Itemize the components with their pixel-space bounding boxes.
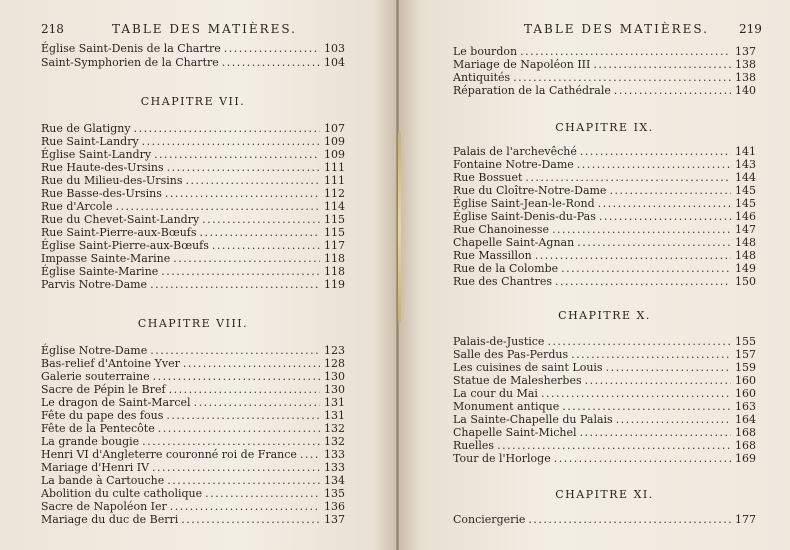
toc-entry: Monument antique ..... 163 (453, 400, 756, 413)
toc-entry: Saint-Symphorien de la Chartre ..... 104 (41, 56, 345, 69)
page-number: 219 (739, 22, 762, 36)
toc-entry: Le dragon de Saint-Marcel ..... 131 (41, 396, 345, 409)
toc-entry: Abolition du culte catholique ..... 135 (41, 487, 345, 500)
toc-entry: La grande bougie ..... 132 (41, 435, 345, 448)
toc-entry: La cour du Mai ..... 160 (453, 387, 756, 400)
toc-entry: Rue Chanoinesse ..... 147 (453, 223, 756, 236)
toc-entry: Rue Haute-des-Ursins ..... 111 (41, 161, 345, 174)
toc-entry: Église Saint-Denis-du-Pas ..... 146 (453, 210, 756, 223)
toc-entry: Palais-de-Justice ..... 155 (453, 335, 756, 348)
toc-entry: Ruelles ..... 168 (453, 439, 756, 452)
toc-entry: Fête du pape des fous ..... 131 (41, 409, 345, 422)
toc-entry: Henri VI d'Angleterre couronné roi de France ..... 133 (41, 448, 345, 461)
chapter-heading: CHAPITRE VII. (140, 95, 246, 108)
chapter-heading: CHAPITRE VIII. (137, 317, 249, 330)
toc-entry: Rue Massillon ..... 148 (453, 249, 756, 262)
binding-thread (398, 132, 401, 322)
toc-entry: Galerie souterraine ..... 130 (41, 370, 345, 383)
running-head: TABLE DES MATIÈRES. (524, 22, 709, 36)
running-head: TABLE DES MATIÈRES. (112, 22, 297, 36)
toc-entry: Fête de la Pentecôte ..... 132 (41, 422, 345, 435)
toc-entry: Église Saint-Landry ..... 109 (41, 148, 345, 161)
toc-entry: Palais de l'archevêché ..... 141 (453, 145, 756, 158)
toc-entry: Rue Saint-Landry ..... 109 (41, 135, 345, 148)
toc-entry: Rue du Milieu-des-Ursins ..... 111 (41, 174, 345, 187)
chapter-heading: CHAPITRE XI. (555, 488, 654, 501)
toc-entry: Église Saint-Pierre-aux-Bœufs ..... 117 (41, 239, 345, 252)
toc-entry: Sacre de Napoléon Ier ..... 136 (41, 500, 345, 513)
toc-entry: Parvis Notre-Dame ..... 119 (41, 278, 345, 291)
toc-entry: Chapelle Saint-Michel ..... 168 (453, 426, 756, 439)
toc-entry: Mariage du duc de Berri ..... 137 (41, 513, 345, 526)
chapter-heading: CHAPITRE IX. (555, 121, 654, 134)
toc-entry: Chapelle Saint-Agnan ..... 148 (453, 236, 756, 249)
toc-entry: Rue Bossuet ..... 144 (453, 171, 756, 184)
toc-entry: Rue de Glatigny ..... 107 (41, 122, 345, 135)
toc-entry: Rue Basse-des-Ursins ..... 112 (41, 187, 345, 200)
toc-entry: Rue du Chevet-Saint-Landry ..... 115 (41, 213, 345, 226)
toc-entry: Mariage de Napoléon III ..... 138 (453, 58, 756, 71)
toc-entry: Rue d'Arcole ..... 114 (41, 200, 345, 213)
toc-entry: La bande à Cartouche ..... 134 (41, 474, 345, 487)
toc-entry: Rue Saint-Pierre-aux-Bœufs ..... 115 (41, 226, 345, 239)
toc-entry: Tour de l'Horloge ..... 169 (453, 452, 756, 465)
toc-entry: Le bourdon ..... 137 (453, 45, 756, 58)
chapter-heading: CHAPITRE X. (558, 309, 651, 322)
right-page (398, 0, 790, 550)
toc-entry: Les cuisines de saint Louis ..... 159 (453, 361, 756, 374)
toc-entry: Rue des Chantres ..... 150 (453, 275, 756, 288)
toc-entry: Église Saint-Jean-le-Rond ..... 145 (453, 197, 756, 210)
toc-entry: Rue du Cloître-Notre-Dame ..... 145 (453, 184, 756, 197)
toc-entry: Statue de Malesherbes ..... 160 (453, 374, 756, 387)
toc-entry: Sacre de Pépin le Bref ..... 130 (41, 383, 345, 396)
toc-entry: Bas-relief d'Antoine Yver ..... 128 (41, 357, 345, 370)
toc-entry: Église Sainte-Marine ..... 118 (41, 265, 345, 278)
toc-entry: Mariage d'Henri IV ..... 133 (41, 461, 345, 474)
toc-entry: Impasse Sainte-Marine ..... 118 (41, 252, 345, 265)
toc-entry: Conciergerie ..... 177 (453, 513, 756, 526)
toc-entry: Fontaine Notre-Dame ..... 143 (453, 158, 756, 171)
toc-entry: Église Saint-Denis de la Chartre ..... 103 (41, 42, 345, 55)
toc-entry: Salle des Pas-Perdus ..... 157 (453, 348, 756, 361)
page-number: 218 (41, 22, 64, 36)
toc-entry: Rue de la Colombe ..... 149 (453, 262, 756, 275)
toc-entry: Antiquités ..... 138 (453, 71, 756, 84)
toc-entry: La Sainte-Chapelle du Palais ..... 164 (453, 413, 756, 426)
toc-entry: Réparation de la Cathédrale ..... 140 (453, 84, 756, 97)
toc-entry: Église Notre-Dame ..... 123 (41, 344, 345, 357)
